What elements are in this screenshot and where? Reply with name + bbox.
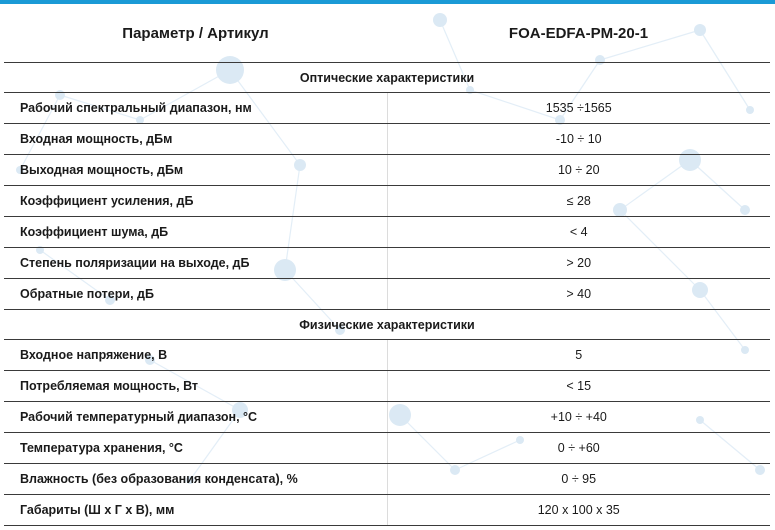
param-name: Рабочий температурный диапазон, °С [4, 402, 387, 433]
table-row [4, 186, 770, 217]
param-value: 120 х 100 х 35 [387, 495, 770, 526]
table-row [4, 464, 770, 495]
param-value: < 4 [387, 217, 770, 248]
table-row [4, 340, 770, 371]
table-row [4, 495, 770, 526]
param-name: Габариты (Ш х Г х В), мм [4, 495, 387, 526]
param-name: Потребляемая мощность, Вт [4, 371, 387, 402]
param-name: Коэффициент усиления, дБ [4, 186, 387, 217]
table-row [4, 93, 770, 124]
section-title-optical: Оптические характеристики [4, 63, 770, 93]
param-value: 5 [387, 340, 770, 371]
param-value: +10 ÷ +40 [387, 402, 770, 433]
param-value: 10 ÷ 20 [387, 155, 770, 186]
param-value: 0 ÷ +60 [387, 433, 770, 464]
section-title-physical: Физические характеристики [4, 310, 770, 340]
table-row [4, 155, 770, 186]
param-value: ≤ 28 [387, 186, 770, 217]
param-value: 1535 ÷1565 [387, 93, 770, 124]
section-row-physical [4, 310, 770, 340]
param-value: 0 ÷ 95 [387, 464, 770, 495]
param-name: Входная мощность, дБм [4, 124, 387, 155]
table-row [4, 402, 770, 433]
param-value: > 40 [387, 279, 770, 310]
param-name: Входное напряжение, В [4, 340, 387, 371]
table-row [4, 124, 770, 155]
table-row [4, 433, 770, 464]
param-name: Температура хранения, °С [4, 433, 387, 464]
header-param-label: Параметр / Артикул [4, 4, 387, 63]
param-value: > 20 [387, 248, 770, 279]
param-name: Выходная мощность, дБм [4, 155, 387, 186]
param-name: Рабочий спектральный диапазон, нм [4, 93, 387, 124]
param-value: -10 ÷ 10 [387, 124, 770, 155]
table-header-row [4, 4, 770, 63]
spec-table [4, 4, 770, 526]
param-name: Коэффициент шума, дБ [4, 217, 387, 248]
param-name: Степень поляризации на выходе, дБ [4, 248, 387, 279]
param-name: Влажность (без образования конденсата), % [4, 464, 387, 495]
section-row-optical [4, 63, 770, 93]
param-value: < 15 [387, 371, 770, 402]
header-model-label: FOA-EDFA-PM-20-1 [387, 4, 770, 63]
table-row [4, 279, 770, 310]
table-row [4, 371, 770, 402]
table-row [4, 248, 770, 279]
param-name: Обратные потери, дБ [4, 279, 387, 310]
table-row [4, 217, 770, 248]
